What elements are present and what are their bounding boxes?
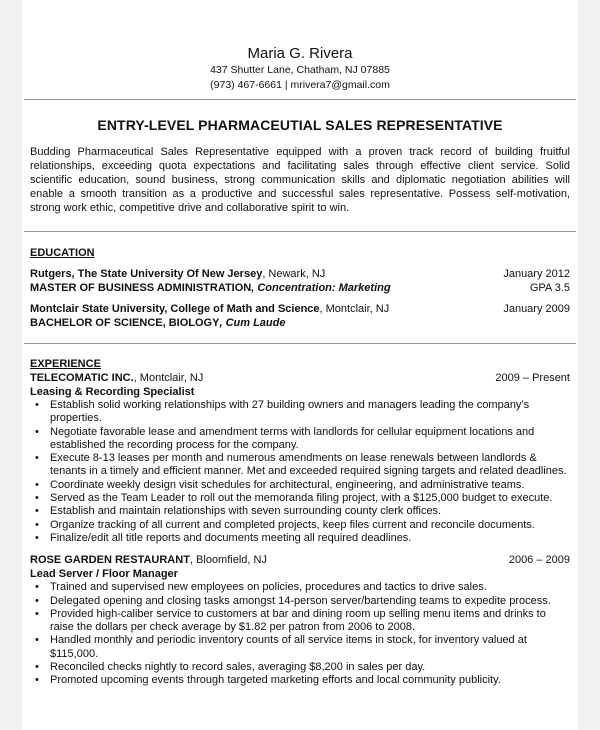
list-item [30, 581, 570, 594]
bullet-icon: • [35, 531, 39, 544]
list-item [30, 608, 570, 635]
divider [24, 231, 576, 232]
degree-detail: , Cum Laude [219, 317, 286, 329]
phone-email: (973) 467-6661 | mrivera7@gmail.com [210, 79, 390, 91]
bullet-text: Organize tracking of all current and completed projects, keep files current and reconcile documents. [50, 518, 535, 531]
bullet-text: Promoted upcoming events through targeted marketing efforts and local community publicity. [50, 674, 501, 687]
school-location: , Newark, NJ [262, 268, 326, 280]
education-entry [30, 267, 570, 295]
graduation-date: January 2009 [503, 303, 570, 315]
job-entry [30, 553, 570, 687]
bullet-text: Trained and supervised new employees on policies, procedures and tactics to drive sales. [50, 581, 487, 594]
company-location: , Bloomfield, NJ [189, 554, 267, 567]
list-item [30, 452, 570, 479]
list-item [30, 426, 570, 453]
list-item [30, 505, 570, 518]
school-location: , Montclair, NJ [319, 303, 390, 315]
degree: MASTER OF BUSINESS ADMINISTRATION [30, 282, 252, 294]
bullet-text: Reconciled checks nightly to record sales, averaging $8,200 in sales per day. [50, 661, 426, 674]
education-heading: EDUCATION [30, 247, 95, 259]
bullet-icon: • [35, 607, 39, 620]
job-bullets [30, 581, 570, 687]
experience-heading: EXPERIENCE [30, 358, 101, 370]
bullet-text: Execute 8-13 leases per month and numerous amendments on lease renewals between landlords & tenants in a timely and efficient manner. Met and exceeded required signing targets and related deadlines. [50, 452, 567, 478]
bullet-icon: • [35, 492, 39, 505]
degree: BACHELOR OF SCIENCE, BIOLOGY [30, 317, 220, 329]
list-item [30, 634, 570, 661]
bullet-icon: • [35, 505, 39, 518]
job-bullets [30, 399, 570, 545]
gpa: GPA 3.5 [529, 282, 570, 294]
company-name: TELECOMATIC INC. [30, 372, 134, 384]
bullet-icon: • [35, 425, 39, 438]
bullet-text: Negotiate favorable lease and amendment terms with landlords for cellular equipment locations and established the recording process for the company. [50, 425, 535, 451]
bullet-text: Served as the Team Leader to roll out the memoranda filing project, with a $125,000 budget to execute. [50, 492, 553, 505]
list-item [30, 479, 570, 492]
divider [24, 99, 576, 100]
resume-page [22, 0, 578, 730]
bullet-text: Handled monthly and periodic inventory counts of all service items in stock, for inventory valued at $115,000. [50, 634, 527, 660]
list-item [30, 595, 570, 608]
resume-title: ENTRY-LEVEL PHARMACEUTIAL SALES REPRESENTATIVE [97, 117, 503, 133]
job-dates: 2006 – 2009 [508, 554, 570, 567]
job-role: Leasing & Recording Specialist [30, 386, 195, 398]
list-item [30, 674, 570, 687]
bullet-icon: • [35, 581, 39, 594]
bullet-icon: • [35, 674, 39, 687]
graduation-date: January 2012 [503, 268, 570, 280]
list-item [30, 492, 570, 505]
bullet-icon: • [35, 399, 39, 411]
bullet-icon: • [35, 634, 39, 647]
company-name: ROSE GARDEN RESTAURANT [30, 554, 190, 567]
address: 437 Shutter Lane, Chatham, NJ 07885 [210, 64, 390, 76]
bullet-icon: • [35, 518, 39, 531]
summary-paragraph: Budding Pharmaceutical Sales Representative equipped with a proven track record of building fruitful relationships, exceeding quota expectations and facilitating sales through effective client service. Solid scientific education, sound business, strong communication skills and diplomatic negotiation abilities will enable a smooth transition as a productive and successful sales representative. Possess self-motivation, strong work ethic, competitive drive and collaborative spirit to win. [30, 146, 570, 214]
bullet-icon: • [35, 452, 39, 465]
bullet-icon: • [35, 661, 39, 674]
bullet-icon: • [35, 478, 39, 491]
bullet-text: Establish and maintain relationships with seven surrounding county clerk offices. [50, 505, 442, 518]
school-name: Rutgers, The State University Of New Jersey [30, 268, 263, 280]
degree-detail: , Concentration: Marketing [251, 282, 391, 294]
list-item [30, 399, 570, 426]
list-item [30, 532, 570, 545]
bullet-text: Delegated opening and closing tasks amongst 14-person server/bartending teams to expedite process. [50, 594, 551, 607]
divider [24, 343, 576, 344]
company-location: , Montclair, NJ [133, 372, 204, 384]
bullet-icon: • [35, 594, 39, 607]
school-name: Montclair State University, College of Math and Science [30, 303, 320, 315]
job-role: Lead Server / Floor Manager [30, 568, 178, 581]
bullet-text: Establish solid working relationships with 27 building owners and managers leading the company’s properties. [50, 399, 530, 425]
candidate-name: Maria G. Rivera [247, 45, 353, 62]
bullet-text: Coordinate weekly design visit schedules for architectural, engineering, and administrative teams. [50, 478, 525, 491]
job-dates: 2009 – Present [495, 372, 570, 384]
bullet-text: Provided high-caliber service to customers at bar and dining room up selling menu items and drinks to raise the dollars per check average by $1.82 per patron from 2006 to 2008. [50, 607, 546, 634]
list-item [30, 519, 570, 532]
list-item [30, 661, 570, 674]
job-entry [30, 371, 570, 545]
bullet-text: Finalize/edit all title reports and documents meeting all required deadlines. [50, 531, 412, 544]
education-entry [30, 302, 570, 330]
